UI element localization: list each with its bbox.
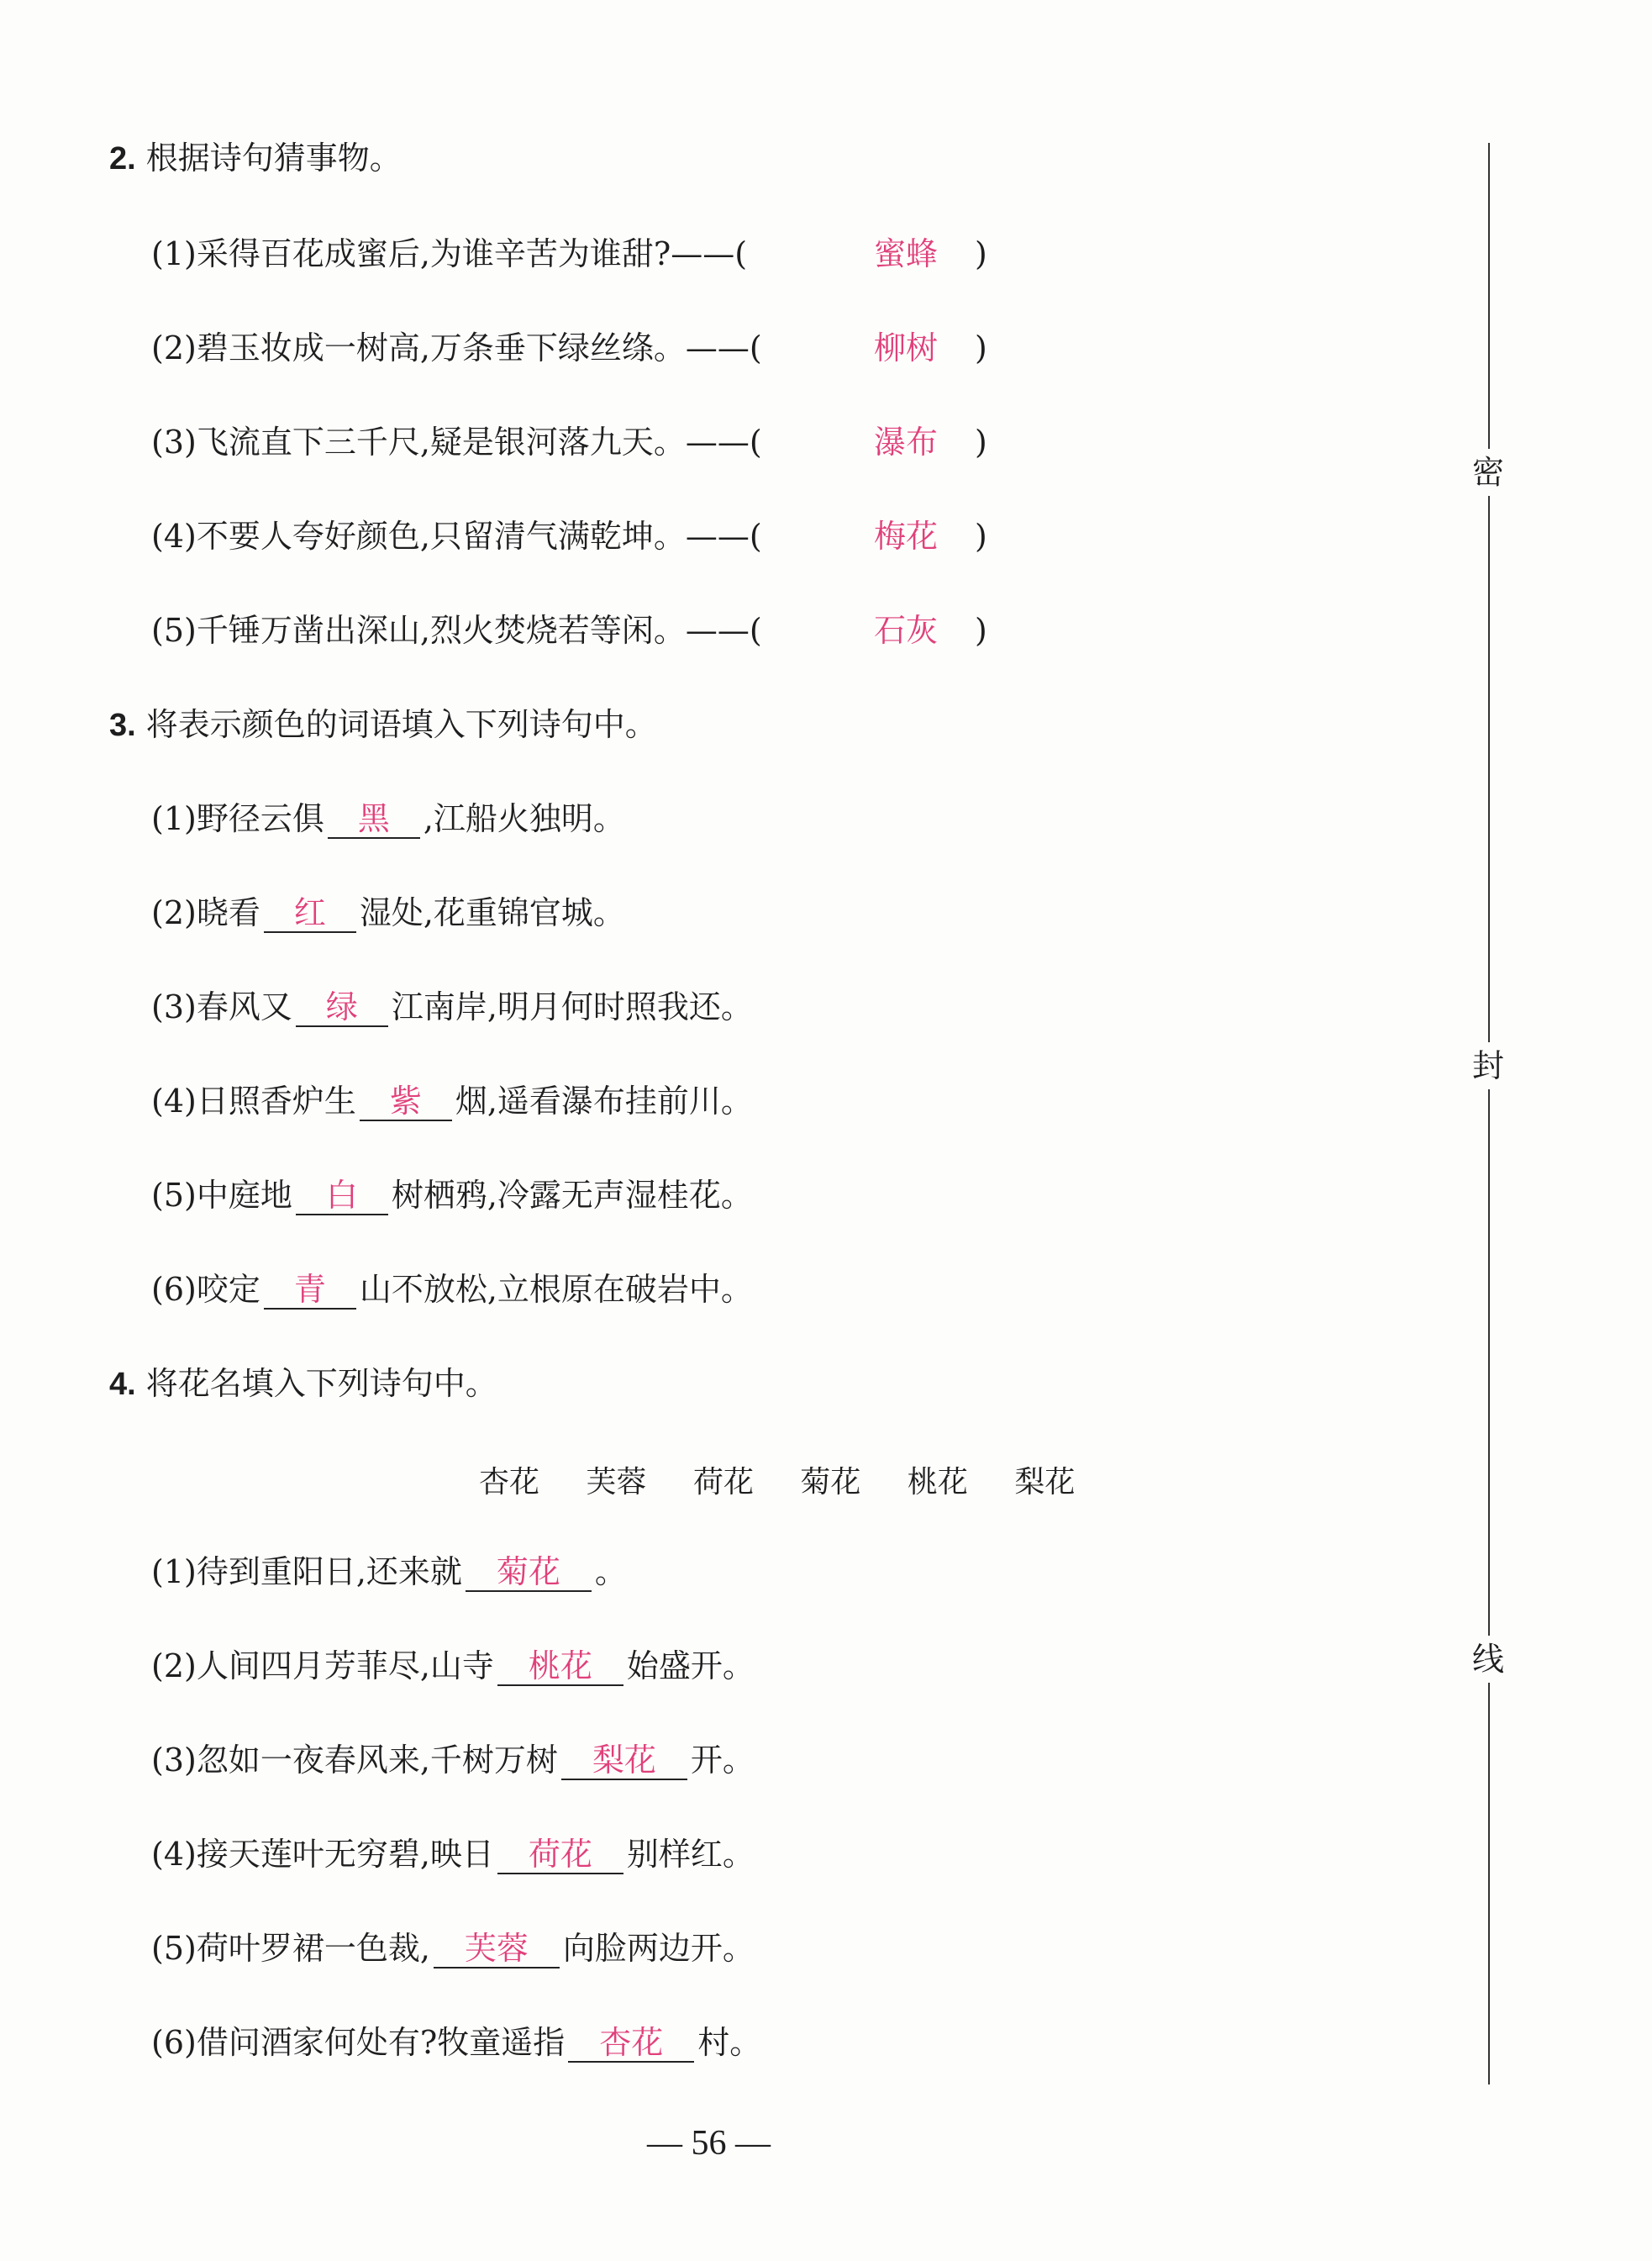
answer: 梅花 <box>874 518 939 555</box>
answer-blank: 梨花 <box>561 1742 687 1780</box>
q4-item-6 <box>151 2021 761 2064</box>
close-paren: ) <box>975 329 987 366</box>
answer-blank: 芙蓉 <box>434 1930 560 1968</box>
word-bank <box>479 1463 1112 1503</box>
item-label: (4) <box>151 1083 197 1120</box>
item-after: 湿处,花重锦官城。 <box>359 894 625 931</box>
item-label: (6) <box>151 1271 197 1308</box>
item-before: 春风又 <box>196 988 292 1025</box>
q3-item-3 <box>151 985 753 1029</box>
item-label: (1) <box>151 1553 197 1590</box>
word-bank-item: 芙蓉 <box>586 1465 647 1499</box>
q2-item-2 <box>151 326 987 370</box>
item-label: (6) <box>151 2024 197 2061</box>
item-after: 向脸两边开。 <box>562 1930 755 1967</box>
item-after: 烟,遥看瀑布挂前川。 <box>455 1083 753 1120</box>
word-bank-item: 梨花 <box>1014 1465 1076 1499</box>
item-text: 飞流直下三千尺,疑是银河落九天。——( <box>196 424 762 461</box>
close-paren: ) <box>975 424 987 461</box>
answer: 石灰 <box>874 612 939 649</box>
answer-blank: 荷花 <box>497 1836 623 1874</box>
item-before: 咬定 <box>196 1271 260 1308</box>
item-before: 晓看 <box>196 894 260 931</box>
item-before: 待到重阳日,还来就 <box>196 1553 462 1590</box>
item-after: ,江船火独明。 <box>423 800 625 837</box>
page-number: — 56 — <box>647 2124 771 2163</box>
q4-item-1 <box>151 1550 627 1594</box>
answer-blank: 紫 <box>360 1083 452 1121</box>
item-before: 人间四月芳菲尽,山寺 <box>196 1647 494 1684</box>
item-text: 不要人夸好颜色,只留清气满乾坤。——( <box>196 518 762 555</box>
item-label: (2) <box>151 329 197 366</box>
item-before: 接天莲叶无穷碧,映日 <box>196 1836 494 1873</box>
q2-item-5 <box>151 609 987 652</box>
item-before: 忽如一夜春风来,千树万树 <box>196 1742 558 1779</box>
binding-margin-line <box>1488 143 1490 2084</box>
item-after: 山不放松,立根原在破岩中。 <box>359 1271 753 1308</box>
item-label: (5) <box>151 1177 197 1214</box>
item-after: 开。 <box>690 1742 755 1779</box>
q2-number: 2. <box>109 141 136 177</box>
q2-item-4 <box>151 514 987 558</box>
close-paren: ) <box>975 235 987 272</box>
answer-blank: 黑 <box>328 800 420 839</box>
q2-title: 根据诗句猜事物。 <box>145 140 402 177</box>
answer-blank: 青 <box>264 1271 356 1310</box>
answer-blank: 桃花 <box>497 1647 623 1686</box>
item-label: (3) <box>151 1742 197 1779</box>
q4-item-4 <box>151 1832 755 1876</box>
item-before: 日照香炉生 <box>196 1083 356 1120</box>
item-text: 碧玉妆成一树高,万条垂下绿丝绦。——( <box>196 329 762 366</box>
q3-item-2 <box>151 891 625 935</box>
item-before: 荷叶罗裙一色裁, <box>196 1930 430 1967</box>
item-label: (5) <box>151 612 197 649</box>
word-bank-item: 菊花 <box>800 1465 861 1499</box>
word-bank-item: 荷花 <box>692 1465 754 1499</box>
item-after: 始盛开。 <box>626 1647 755 1684</box>
q3-item-6 <box>151 1268 753 1311</box>
item-label: (2) <box>151 894 197 931</box>
word-bank-item: 杏花 <box>479 1465 540 1499</box>
q4-heading <box>109 1362 497 1406</box>
margin-mark-seal-2: 封 <box>1472 1042 1504 1089</box>
item-before: 中庭地 <box>196 1177 292 1214</box>
q2-heading <box>109 136 402 181</box>
q4-title: 将花名填入下列诗句中。 <box>145 1365 497 1402</box>
q3-item-5 <box>151 1173 753 1217</box>
q3-title: 将表示颜色的词语填入下列诗句中。 <box>145 706 657 743</box>
margin-mark-line: 线 <box>1472 1636 1504 1683</box>
item-label: (1) <box>151 800 197 837</box>
answer-blank: 菊花 <box>466 1553 592 1592</box>
q2-item-1 <box>151 232 987 276</box>
item-label: (2) <box>151 1647 197 1684</box>
answer-blank: 白 <box>296 1177 388 1215</box>
item-before: 借问酒家何处有?牧童遥指 <box>196 2024 566 2061</box>
item-before: 野径云俱 <box>196 800 324 837</box>
close-paren: ) <box>975 612 987 649</box>
answer: 瀑布 <box>874 424 939 461</box>
answer: 蜜蜂 <box>874 235 939 272</box>
item-after: 江南岸,明月何时照我还。 <box>391 988 753 1025</box>
item-text: 千锤万凿出深山,烈火焚烧若等闲。——( <box>196 612 762 649</box>
q2-item-3 <box>151 420 987 464</box>
item-label: (4) <box>151 1836 197 1873</box>
q4-item-2 <box>151 1644 755 1688</box>
item-after: 树栖鸦,冷露无声湿桂花。 <box>391 1177 753 1214</box>
q3-item-4 <box>151 1079 753 1123</box>
item-text: 采得百花成蜜后,为谁辛苦为谁甜?——( <box>196 235 748 272</box>
q4-item-3 <box>151 1738 755 1782</box>
answer-blank: 杏花 <box>568 2024 694 2063</box>
q3-heading <box>109 703 657 747</box>
word-bank-item: 桃花 <box>907 1465 968 1499</box>
q4-item-5 <box>151 1926 755 1970</box>
item-label: (1) <box>151 235 197 272</box>
item-label: (5) <box>151 1930 197 1967</box>
close-paren: ) <box>975 518 987 555</box>
answer: 柳树 <box>874 329 939 366</box>
q3-item-1 <box>151 797 625 841</box>
item-after: 别样红。 <box>626 1836 755 1873</box>
item-after: 村。 <box>697 2024 762 2061</box>
item-after: 。 <box>594 1553 627 1590</box>
margin-mark-seal: 密 <box>1472 449 1504 496</box>
item-label: (4) <box>151 518 197 555</box>
item-label: (3) <box>151 988 197 1025</box>
answer-blank: 绿 <box>296 988 388 1027</box>
q4-number: 4. <box>109 1367 136 1402</box>
q3-number: 3. <box>109 708 136 743</box>
answer-blank: 红 <box>264 894 356 933</box>
item-label: (3) <box>151 424 197 461</box>
